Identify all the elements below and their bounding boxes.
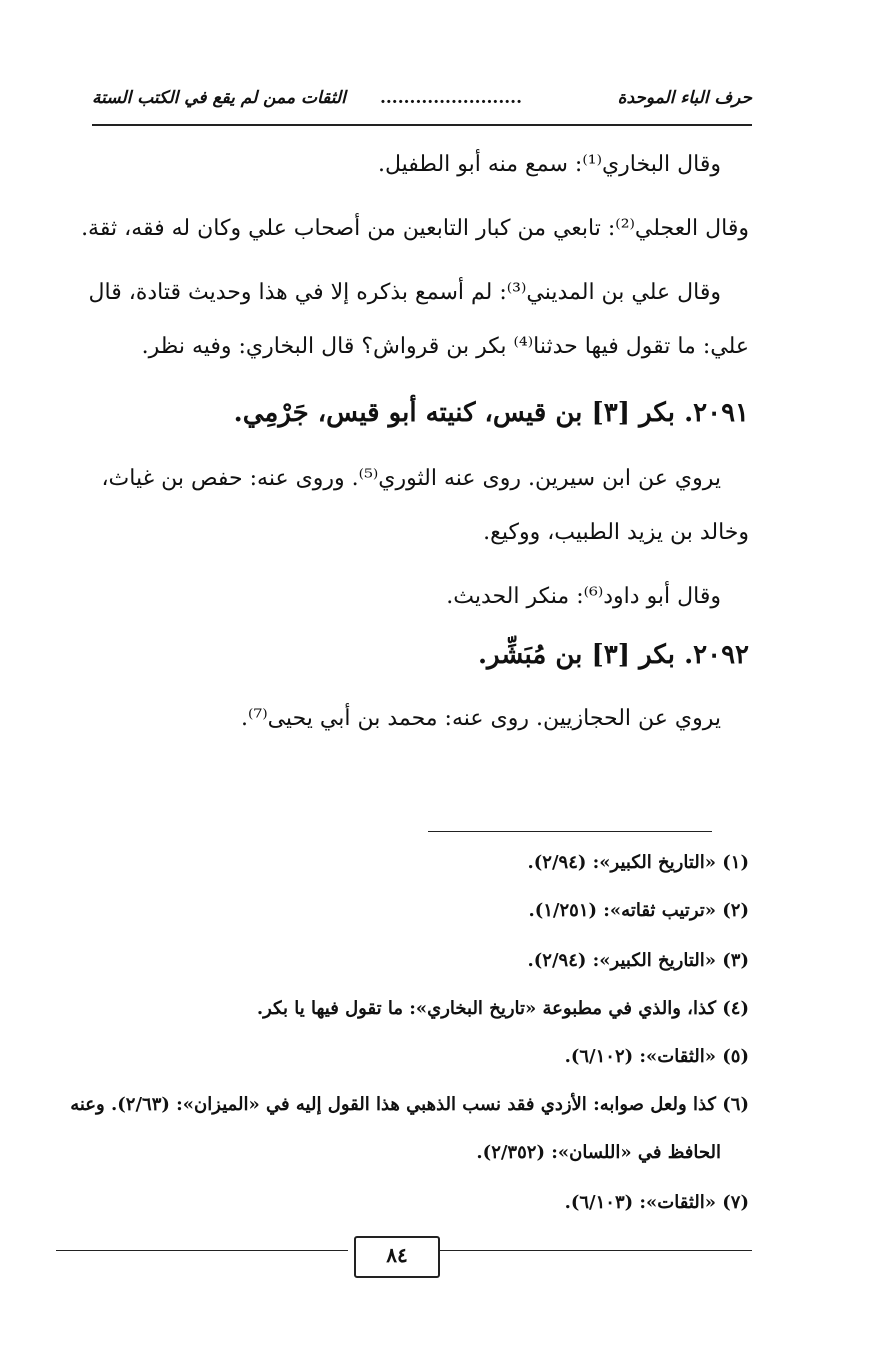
footnote-6-continued: الحافظ في «اللسان»: (٢/٣٥٢). bbox=[476, 1142, 721, 1163]
body-line-8: يروي عن الحجازيين. روى عنه: محمد بن أبي يحيى⁽⁷⁾. bbox=[240, 706, 721, 731]
header-dots: ........................ bbox=[379, 88, 522, 108]
entry-2092-heading: ٢٠٩٢. بكر [٣] بن مُبَشِّر. bbox=[477, 640, 749, 670]
footnote-4: (٤) كذا، والذي في مطبوعة «تاريخ البخاري»: ما تقول فيها يا بكر. bbox=[256, 998, 749, 1019]
page-number: ٨٤ bbox=[354, 1236, 440, 1278]
footnote-divider bbox=[428, 831, 712, 832]
bottom-rule-right bbox=[436, 1250, 752, 1251]
header-book-title: الثقات ممن لم يقع في الكتب الستة bbox=[92, 88, 346, 108]
body-line-4: علي: ما تقول فيها حدثنا⁽⁴⁾ بكر بن قرواش؟ قال البخاري: وفيه نظر. bbox=[141, 334, 749, 359]
footnote-1: (١) «التاريخ الكبير»: (٢/٩٤). bbox=[527, 852, 749, 873]
bottom-rule-left bbox=[56, 1250, 348, 1251]
body-line-5: يروي عن ابن سيرين. روى عنه الثوري⁽⁵⁾. وروى عنه: حفص بن غياث، bbox=[101, 466, 721, 491]
footnote-7: (٧) «الثقات»: (٦/١٠٣). bbox=[564, 1192, 749, 1213]
footnote-2: (٢) «ترتيب ثقاته»: (١/٢٥١). bbox=[528, 900, 749, 921]
body-line-6: وخالد بن يزيد الطبيب، ووكيع. bbox=[483, 520, 749, 545]
footnote-3: (٣) «التاريخ الكبير»: (٢/٩٤). bbox=[527, 950, 749, 971]
entry-2091-heading: ٢٠٩١. بكر [٣] بن قيس، كنيته أبو قيس، جَرْمِي. bbox=[233, 398, 749, 428]
body-line-3: وقال علي بن المديني⁽³⁾: لم أسمع بذكره إلا في هذا وحديث قتادة، قال bbox=[88, 280, 721, 305]
header-chapter: حرف الباء الموحدة bbox=[617, 88, 752, 108]
running-header bbox=[92, 88, 752, 126]
footnote-5: (٥) «الثقات»: (٦/١٠٢). bbox=[564, 1046, 749, 1067]
body-line-2: وقال العجلي⁽²⁾: تابعي من كبار التابعين من أصحاب علي وكان له فقه، ثقة. bbox=[81, 216, 749, 241]
body-line-7: وقال أبو داود⁽⁶⁾: منكر الحديث. bbox=[446, 584, 721, 609]
footnote-6: (٦) كذا ولعل صوابه: الأزدي فقد نسب الذهبي هذا القول إليه في «الميزان»: (٢/٦٣). وعنه bbox=[70, 1094, 749, 1115]
body-line-1: وقال البخاري⁽¹⁾: سمع منه أبو الطفيل. bbox=[377, 152, 721, 177]
